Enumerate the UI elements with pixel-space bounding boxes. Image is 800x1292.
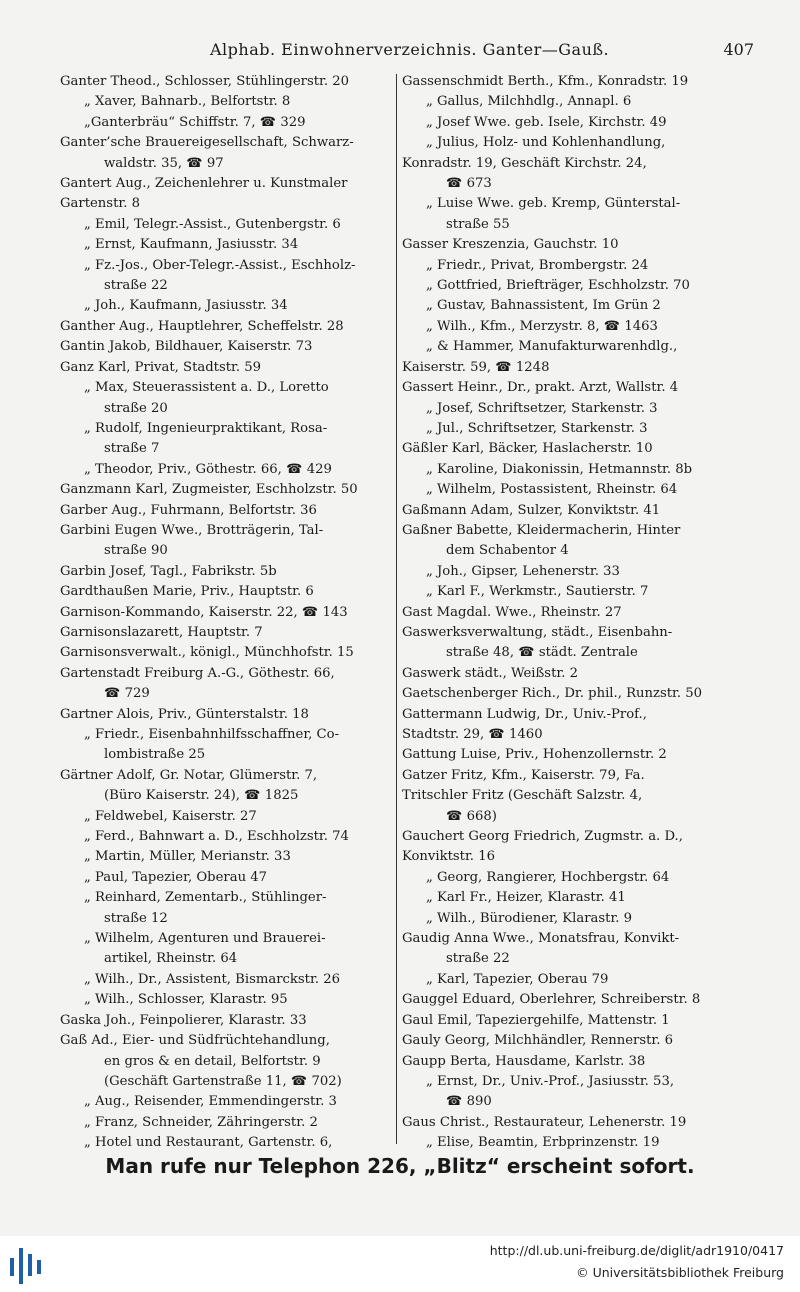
directory-entry-line: „ Aug., Reisender, Emmendingerstr. 3 (84, 1094, 337, 1110)
directory-entry-line: Gaswerk städt., Weißstr. 2 (402, 665, 578, 681)
directory-entry-line: straße 22 (104, 278, 168, 294)
directory-entry-line: Gaß Ad., Eier- und Südfrüchtehandlung, (60, 1033, 330, 1049)
directory-entry-line: Garbin Josef, Tagl., Fabrikstr. 5b (60, 563, 277, 579)
directory-entry-line: Gaßmann Adam, Sulzer, Konviktstr. 41 (402, 502, 661, 518)
directory-entry-line: Gauchert Georg Friedrich, Zugmstr. a. D., (402, 829, 683, 845)
directory-entry-line: „ Karl Fr., Heizer, Klarastr. 41 (426, 890, 626, 906)
directory-entry-line: Gast Magdal. Wwe., Rheinstr. 27 (402, 604, 622, 620)
directory-entry-line: „ Wilhelm, Postassistent, Rheinstr. 64 (426, 482, 678, 498)
directory-entry-line: „ Ernst, Kaufmann, Jasiusstr. 34 (84, 237, 299, 253)
directory-entry-line: Gatzer Fritz, Kfm., Kaiserstr. 79, Fa. (402, 767, 645, 783)
directory-entry-line: Gaswerksverwaltung, städt., Eisenbahn- (402, 624, 673, 640)
directory-entry-line: „ Karl F., Werkmstr., Sautierstr. 7 (426, 584, 649, 600)
directory-entry-line: Konviktstr. 16 (402, 849, 495, 865)
directory-entry-line: „ & Hammer, Manufakturwarenhdlg., (426, 339, 678, 355)
directory-entry-line: Konradstr. 19, Geschäft Kirchstr. 24, (402, 155, 647, 171)
directory-entry-line: „ Paul, Tapezier, Oberau 47 (84, 869, 268, 885)
directory-entry-line: artikel, Rheinstr. 64 (104, 951, 238, 967)
directory-entry-line: Garnisonsverwalt., königl., Münchhofstr. 15 (60, 645, 354, 661)
directory-entry-line: Gaska Joh., Feinpolierer, Klarastr. 33 (60, 1012, 307, 1028)
directory-entry-line: „ Karl, Tapezier, Oberau 79 (426, 971, 609, 987)
directory-entry-line: straße 20 (104, 400, 168, 416)
directory-entry-line: Gartenstadt Freiburg A.-G., Göthestr. 66, (60, 665, 335, 681)
directory-entry-line: ☎ 673 (446, 176, 492, 192)
directory-entry-line: Gardthaußen Marie, Priv., Hauptstr. 6 (60, 584, 314, 600)
directory-entry-line: Tritschler Fritz (Geschäft Salzstr. 4, (402, 788, 643, 804)
directory-entry-line: Gaudig Anna Wwe., Monatsfrau, Konvikt- (402, 931, 680, 947)
directory-entry-line: straße 55 (446, 216, 510, 232)
directory-entry-line: „ Wilh., Kfm., Merzystr. 8, ☎ 1463 (426, 318, 658, 334)
directory-entry-line: Gartner Alois, Priv., Günterstalstr. 18 (60, 706, 309, 722)
directory-entry-line: Garnisonslazarett, Hauptstr. 7 (60, 624, 263, 640)
directory-entry-line: Garnison-Kommando, Kaiserstr. 22, ☎ 143 (60, 604, 348, 620)
directory-entry-line: Gaupp Berta, Hausdame, Karlstr. 38 (402, 1053, 646, 1069)
directory-entry-line: ☎ 668) (446, 808, 497, 824)
directory-entry-line: „ Emil, Telegr.-Assist., Gutenbergstr. 6 (84, 216, 341, 232)
copyright-notice: © Universitätsbibliothek Freiburg (576, 1265, 784, 1280)
permalink-url[interactable]: http://dl.ub.uni-freiburg.de/diglit/adr1910/0417 (489, 1243, 784, 1258)
page-number: 407 (723, 40, 754, 59)
directory-entry-line: Stadtstr. 29, ☎ 1460 (402, 727, 543, 742)
directory-entry-line: straße 12 (104, 910, 168, 926)
directory-entry-line: „ Wilh., Bürodiener, Klarastr. 9 (426, 910, 633, 926)
directory-entry-line: „ Wilh., Schlosser, Klarastr. 95 (84, 992, 288, 1008)
directory-entry-line: Garbini Eugen Wwe., Brotträgerin, Tal- (60, 522, 324, 538)
directory-entry-line: Gartenstr. 8 (60, 196, 140, 212)
directory-entry-line: Gaetschenberger Rich., Dr. phil., Runzstr. 50 (402, 686, 703, 702)
directory-entry-line: Gärtner Adolf, Gr. Notar, Glümerstr. 7, (60, 767, 318, 783)
directory-entry-line: „ Josef Wwe. geb. Isele, Kirchstr. 49 (426, 114, 667, 130)
library-footer-bar (0, 1236, 800, 1292)
directory-entry-line: „ Max, Steuerassistent a. D., Loretto (84, 380, 329, 396)
directory-entry-line: Gasser Kreszenzia, Gauchstr. 10 (402, 237, 619, 253)
directory-entry-line: „ Wilhelm, Agenturen und Brauerei- (84, 931, 326, 947)
running-title: Alphab. Einwohnerverzeichnis. Ganter—Gauß. (210, 40, 610, 59)
directory-entry-line: Kaiserstr. 59, ☎ 1248 (402, 359, 550, 375)
directory-entry-line: „ Gallus, Milchhdlg., Annapl. 6 (426, 94, 632, 110)
directory-entry-line: Ganzmann Karl, Zugmeister, Eschholzstr. 50 (60, 482, 358, 498)
directory-entry-line: „ Georg, Rangierer, Hochbergstr. 64 (426, 869, 670, 885)
directory-entry-line: (Büro Kaiserstr. 24), ☎ 1825 (104, 788, 299, 804)
page-header (60, 40, 760, 64)
directory-entry-line: „ Friedr., Privat, Brombergstr. 24 (426, 257, 649, 273)
directory-entry-line: „ Theodor, Priv., Göthestr. 66, ☎ 429 (84, 461, 332, 477)
directory-entry-line: Gantert Aug., Zeichenlehrer u. Kunstmaler (60, 176, 348, 192)
directory-entry-line: ☎ 729 (104, 686, 150, 702)
left-column (60, 72, 392, 1152)
ub-freiburg-logo-icon (10, 1244, 42, 1284)
directory-entry-line: „ Elise, Beamtin, Erbprinzenstr. 19 (426, 1135, 660, 1151)
directory-entry-line: straße 90 (104, 543, 168, 559)
directory-entry-line: „ Friedr., Eisenbahnhilfsschaffner, Co- (84, 727, 340, 742)
directory-entry-line: „ Martin, Müller, Merianstr. 33 (84, 849, 291, 865)
directory-entry-line: straße 7 (104, 441, 160, 457)
directory-entry-line: dem Schabentor 4 (446, 543, 569, 559)
directory-entry-line: „ Josef, Schriftsetzer, Starkenstr. 3 (426, 400, 658, 416)
column-divider (396, 74, 397, 1144)
directory-entry-line: „ Joh., Gipser, Lehenerstr. 33 (426, 563, 620, 579)
directory-entry-line: Gäßler Karl, Bäcker, Haslacherstr. 10 (402, 441, 653, 457)
directory-entry-line: Gauly Georg, Milchhändler, Rennerstr. 6 (402, 1033, 674, 1049)
directory-entry-line: ☎ 890 (446, 1094, 492, 1110)
directory-entry-line: „ Franz, Schneider, Zähringerstr. 2 (84, 1114, 318, 1130)
footer-advertisement: Man rufe nur Telephon 226, „Blitz“ erscheint sofort. (105, 1154, 695, 1178)
directory-entry-line: „ Wilh., Dr., Assistent, Bismarckstr. 26 (84, 971, 340, 987)
right-column (402, 72, 740, 1152)
directory-entry-line: „ Gustav, Bahnassistent, Im Grün 2 (426, 298, 661, 314)
directory-entry-line: „ Gottfried, Briefträger, Eschholzstr. 70 (426, 278, 690, 294)
directory-entry-line: Gaul Emil, Tapeziergehilfe, Mattenstr. 1 (402, 1012, 670, 1028)
directory-entry-line: lombistraße 25 (104, 747, 206, 763)
directory-entry-line: „ Reinhard, Zementarb., Stühlinger- (84, 890, 327, 906)
directory-entry-line: „ Luise Wwe. geb. Kremp, Günterstal- (426, 196, 681, 212)
directory-entry-line: (Geschäft Gartenstraße 11, ☎ 702) (104, 1073, 342, 1089)
directory-entry-line: Garber Aug., Fuhrmann, Belfortstr. 36 (60, 502, 317, 518)
directory-entry-line: Gaus Christ., Restaurateur, Lehenerstr. 19 (402, 1114, 687, 1130)
directory-entry-line: Ganter Theod., Schlosser, Stühlingerstr. 20 (60, 74, 350, 89)
directory-entry-line: Gattermann Ludwig, Dr., Univ.-Prof., (402, 706, 647, 722)
directory-entry-line: Ganter’sche Brauereigesellschaft, Schwarz- (60, 135, 354, 151)
directory-entry-line: „ Julius, Holz- und Kohlenhandlung, (426, 135, 666, 151)
directory-entry-line: straße 22 (446, 951, 510, 967)
directory-entry-line: „ Ferd., Bahnwart a. D., Eschholzstr. 74 (84, 829, 349, 845)
directory-entry-line: „ Jul., Schriftsetzer, Starkenstr. 3 (426, 420, 648, 436)
directory-entry-line: „ Ernst, Dr., Univ.-Prof., Jasiusstr. 53, (426, 1073, 675, 1089)
directory-entry-line: Gassenschmidt Berth., Kfm., Konradstr. 19 (402, 74, 689, 89)
directory-entry-line: en gros & en detail, Belfortstr. 9 (104, 1053, 321, 1069)
directory-entry-line: Gantin Jakob, Bildhauer, Kaiserstr. 73 (60, 339, 313, 355)
directory-entry-line: straße 48, ☎ städt. Zentrale (446, 645, 638, 661)
directory-entry-line: „ Xaver, Bahnarb., Belfortstr. 8 (84, 94, 291, 110)
directory-entry-line: Gauggel Eduard, Oberlehrer, Schreiberstr. 8 (402, 992, 701, 1008)
directory-entry-line: Gaßner Babette, Kleidermacherin, Hinter (402, 522, 681, 538)
directory-entry-line: „ Fz.-Jos., Ober-Telegr.-Assist., Eschholz- (84, 257, 356, 273)
directory-entry-line: Gassert Heinr., Dr., prakt. Arzt, Wallstr. 4 (402, 380, 679, 396)
directory-entry-line: Ganz Karl, Privat, Stadtstr. 59 (60, 359, 262, 375)
directory-entry-line: „ Hotel und Restaurant, Gartenstr. 6, (84, 1135, 333, 1151)
directory-entry-line: „ Feldwebel, Kaiserstr. 27 (84, 808, 257, 824)
directory-entry-line: „ Rudolf, Ingenieurpraktikant, Rosa- (84, 420, 328, 436)
directory-entry-line: „ Karoline, Diakonissin, Hetmannstr. 8b (426, 461, 693, 477)
directory-entry-line: „ Joh., Kaufmann, Jasiusstr. 34 (84, 298, 288, 314)
directory-entry-line: waldstr. 35, ☎ 97 (104, 155, 224, 171)
directory-entry-line: „Ganterbräu“ Schiffstr. 7, ☎ 329 (84, 114, 306, 130)
directory-entry-line: Gattung Luise, Priv., Hohenzollernstr. 2 (402, 747, 667, 763)
directory-entry-line: Ganther Aug., Hauptlehrer, Scheffelstr. 28 (60, 318, 344, 334)
